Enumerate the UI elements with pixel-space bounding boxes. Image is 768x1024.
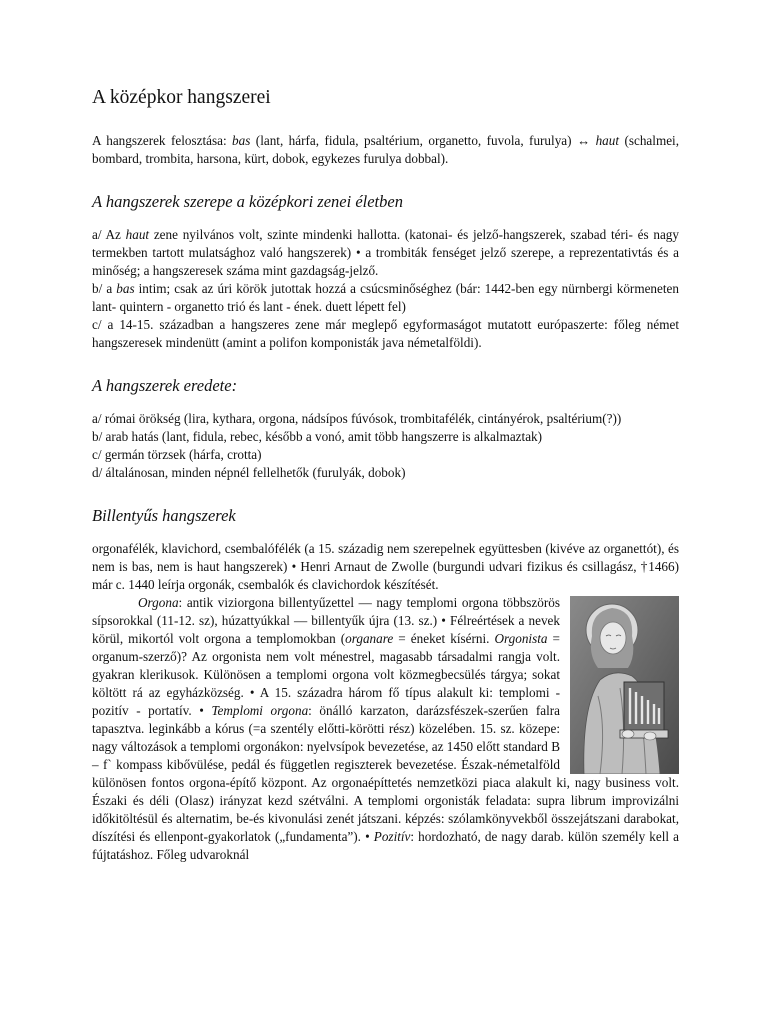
list-item: c/ germán törzsek (hárfa, crotta) bbox=[92, 447, 262, 462]
term-orgonista: Orgonista bbox=[494, 631, 548, 646]
list-item: b/ arab hatás (lant, fidula, rebec, később a vonó, amit több hangszerre is alkalmaztak) bbox=[92, 429, 543, 444]
list-item: a/ római örökség (lira, kythara, orgona, nádsípos fúvósok, trombitafélék, cintányérok, psaltérium(?)) bbox=[92, 411, 622, 426]
term-pozitiv: Pozitív bbox=[373, 829, 411, 844]
term-bas: bas bbox=[232, 133, 251, 148]
intro-paragraph bbox=[92, 132, 679, 168]
keyboard-paragraph-1: orgonafélék, klavichord, csembalófélék (a 15. századig nem szerepelnek együttesben (kivéve az organettót), és nem is bas, nem is haut hangszerek) • Henri Arnaut de Zwolle (burgundi udvari fizikus és csillagász, †1466) már c. 1440 leírja orgonák, csembalók és clavichordok készítését. bbox=[92, 541, 679, 592]
text: = éneket kísérni. bbox=[393, 631, 495, 646]
section-heading-role: A hangszerek szerepe a középkori zenei életben bbox=[92, 192, 403, 211]
term-haut: haut bbox=[125, 227, 150, 242]
portative-organ-illustration bbox=[570, 596, 679, 774]
text: zene nyilvános volt, szinte mindenki hallotta. (katonai- és jelző-hangszerek, szabad téri- és nagy termekben tartott mulatsághoz való hangszerek) • a trombiták fenséget jelző szerepe, a reprezentativtás és a minőség; a hangszeresek száma mint gazdagság-jelző. bbox=[92, 227, 679, 278]
list-item: c/ a 14-15. században a hangszeres zene már meglepő egyformaságot mutatott európaszerte: főleg német hangszeresek mindenütt (amint a polifon komponisták java németalföldi). bbox=[92, 317, 679, 350]
section-heading-origin: A hangszerek eredete: bbox=[92, 376, 238, 395]
text: : antik viziorgona billentyűzettel — nagy templomi orgona többszörös sípsorokkal (11-12. sz), húzattyúkkal — billentyűk újra (13. sz.) • Félreértések a nevek körül, mikortól volt orgona a templomokban ( bbox=[92, 595, 560, 646]
text: : önálló karzaton, darázsfészek-szerűen falra tapasztva. leginkább a kórus (=a szentély előtti-körötti rész) közelében. 15. sz. közepe: nagy változások a templomi orgonákon: nyelvsípok bevezetése, az 1450 előtt standard B – f` kompass kibővülése, pedál és független regiszterek bevezetése. Észak-németalföld különösen fontos orgona-építő központ. Az orgonaépíttetés nemzetközi piaca alakult ki, nagy business volt. Északi és déli (Olasz) irányzat kezd szétválni. A templomi orgonisták feladata: supra librum improvizálni időkitöltésül és alternatim, be-és kivonulási zenét játszani. képzés: szólamkönyvekből összejátszani darabokat, díszítési és ellenpont-gyakorlatok („fundamenta”). • bbox=[92, 703, 679, 844]
term-organare: organare bbox=[345, 631, 394, 646]
text: : hordozható, de nagy darab. külön személy kell a fújtatáshoz. Főleg udvaroknál bbox=[92, 829, 679, 862]
intro-text: A hangszerek felosztása: bbox=[92, 133, 233, 148]
term-haut: haut bbox=[595, 133, 620, 148]
intro-text: (lant, hárfa, fidula, psaltérium, organetto, fuvola, furulya) ↔ bbox=[250, 133, 596, 148]
intro-text: (schalmei, bombard, trombita, harsona, kürt, dobok, egykezes furulya dobbal). bbox=[92, 133, 680, 166]
list-item bbox=[92, 226, 679, 280]
list-item: d/ általánosan, minden népnél fellelhetők (furulyák, dobok) bbox=[92, 465, 406, 480]
document-page bbox=[92, 86, 679, 864]
list-item bbox=[92, 280, 679, 316]
section-heading-keyboard: Billentyűs hangszerek bbox=[92, 506, 236, 525]
section-origin-body bbox=[92, 410, 679, 482]
section-role-body bbox=[92, 226, 679, 352]
text: intim; csak az úri körök jutottak hozzá a csúcsminőséghez (bár: 1442-ben egy nürnbergi körmeneten lant- quintern - organetto trió és lant - ének. duett lépett fel) bbox=[92, 281, 679, 314]
term-bas: bas bbox=[116, 281, 135, 296]
medieval-portative-organ-engraving-icon bbox=[570, 596, 679, 774]
term-orgona: Orgona bbox=[138, 595, 179, 610]
page-title: A középkor hangszerei bbox=[92, 87, 271, 108]
text: a/ Az bbox=[92, 227, 126, 242]
text: = organum-szerző)? Az orgonista nem volt ménestrel, magasabb társadalmi rangja volt. gyakran klerikusok. Különösen a templomi orgona volt közmegbecsülés tárgya; sokat költött rá az egyházközség. • A 15. századra három fő típus alakult ki: templomi - pozitív - portatív. • bbox=[92, 631, 560, 718]
organ-paragraph bbox=[92, 594, 679, 864]
text: b/ a bbox=[92, 281, 117, 296]
term-templomi-orgona: Templomi orgona bbox=[211, 703, 309, 718]
